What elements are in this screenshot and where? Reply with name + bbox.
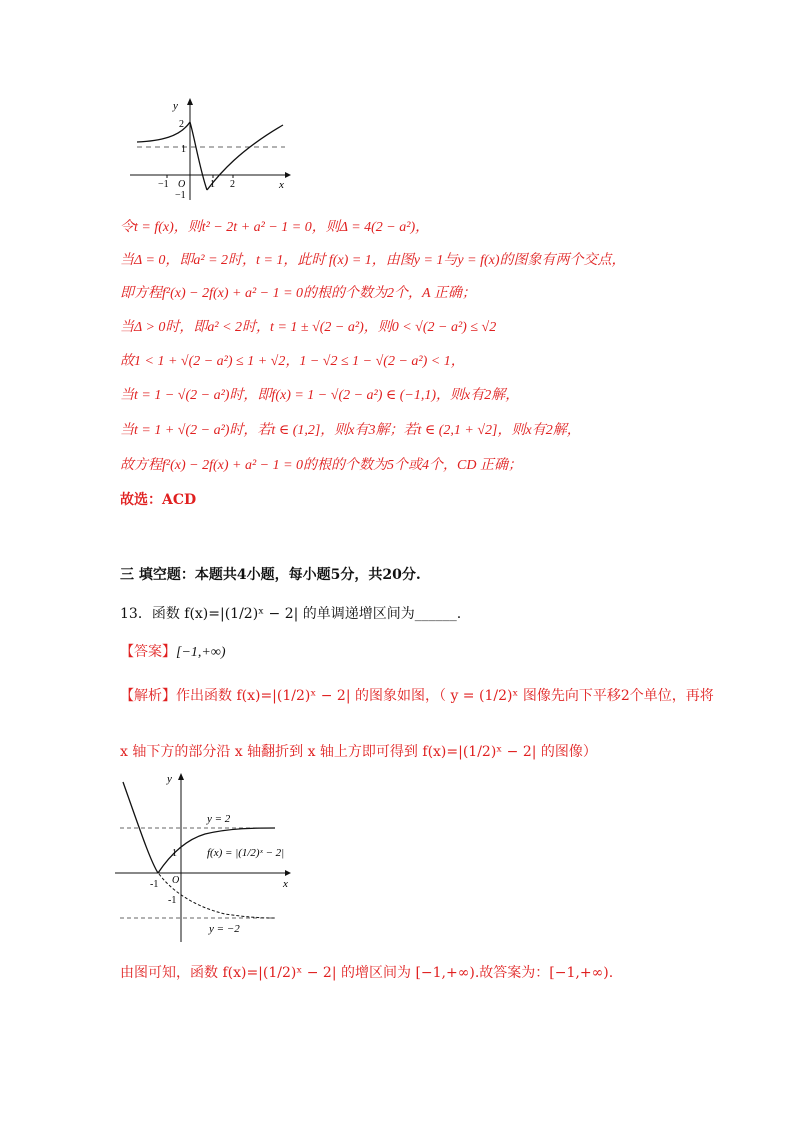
analysis-tag: 【解析】 <box>120 688 176 704</box>
fig1-origin: O <box>178 179 186 190</box>
fig1-curve-drop <box>190 122 207 190</box>
fig1-y-arrow <box>187 98 193 105</box>
answer-row <box>120 642 226 663</box>
section-title: 三 填空题：本题共4小题，每小题5分，共20分. <box>120 567 421 583</box>
solution-line-7: 当t = 1 + √(2 − a²)时，若t ∈ (1,2]，则x有3解；若t ∈ (2,1 + √2]，则x有2解， <box>120 423 581 438</box>
fig2-tick-neg1-x: -1 <box>150 879 159 890</box>
figure-1-graph <box>125 95 295 205</box>
fig2-asym-bottom-label: y = −2 <box>209 923 240 935</box>
fig2-x-arrow <box>285 870 291 876</box>
fig1-tick-x1: 1 <box>210 179 215 190</box>
analysis-line-1 <box>120 686 714 706</box>
answer-tag: 【答案】 <box>120 644 176 660</box>
fig2-tick-neg1-y: -1 <box>168 895 177 906</box>
question-13: 13．函数 f(x)=|(1/2)ˣ − 2| 的单调递增区间为______. <box>120 606 462 622</box>
answer-value: [−1,+∞) <box>176 645 226 660</box>
fig2-x-label: x <box>283 878 288 890</box>
conclusion-line: 由图可知，函数 f(x)=|(1/2)ˣ − 2| 的增区间为 [−1,+∞).故答案为：[−1,+∞). <box>120 965 614 981</box>
solution-choice: 故选：ACD <box>120 492 197 508</box>
fig2-curve-label: f(x) = |(1/2)ˣ − 2| <box>207 847 285 859</box>
solution-line-8: 故方程f²(x) − 2f(x) + a² − 1 = 0的根的个数为5个或4个，CD 正确； <box>120 458 522 473</box>
fig2-asym-top-label: y = 2 <box>207 813 231 825</box>
fig2-curve-left <box>123 782 158 873</box>
solution-line-4: 当Δ > 0时，即a² < 2时，t = 1 ± √(2 − a²)，则0 < √(2 − a²) ≤ √2 <box>120 320 497 335</box>
fig1-tick-2: 2 <box>179 119 184 130</box>
fig2-y-label: y <box>167 773 172 785</box>
solution-line-6: 当t = 1 − √(2 − a²)时，即f(x) = 1 − √(2 − a²) ∈ (−1,1)，则x有2解， <box>120 388 520 403</box>
fig1-y-label: y <box>173 100 178 112</box>
fig1-tick-neg1-x: −1 <box>158 179 169 190</box>
fig1-curve-rise <box>207 125 283 190</box>
fig2-y-arrow <box>178 773 184 780</box>
fig1-x-label: x <box>279 179 284 191</box>
solution-line-2: 当Δ = 0，即a² = 2时，t = 1，此时 f(x) = 1，由图y = 1与y = f(x)的图象有两个交点， <box>120 253 626 268</box>
solution-line-5: 故1 < 1 + √(2 − a²) ≤ 1 + √2，1 − √2 ≤ 1 − √(2 − a²) < 1， <box>120 354 465 369</box>
fig2-origin: O <box>172 875 180 886</box>
fig1-tick-1: 1 <box>181 144 186 155</box>
fig1-x-arrow <box>285 172 291 178</box>
analysis-text-1: 作出函数 f(x)=|(1/2)ˣ − 2| 的图象如图，（ y = (1/2)ˣ 图像先向下平移2个单位，再将 <box>176 688 714 704</box>
figure-2-graph <box>115 770 315 945</box>
solution-line-3: 即方程f²(x) − 2f(x) + a² − 1 = 0的根的个数为2个，A 正确； <box>120 286 476 301</box>
fig1-tick-x2: 2 <box>230 179 235 190</box>
fig1-tick-neg1-y: −1 <box>175 190 186 201</box>
solution-line-1: 令t = f(x)，则t² − 2t + a² − 1 = 0，则Δ = 4(2 − a²)， <box>120 220 430 235</box>
fig2-tick-1: 1 <box>172 848 177 859</box>
analysis-line-2: x 轴下方的部分沿 x 轴翻折到 x 轴上方即可得到 f(x)=|(1/2)ˣ − 2| 的图像） <box>120 744 597 760</box>
